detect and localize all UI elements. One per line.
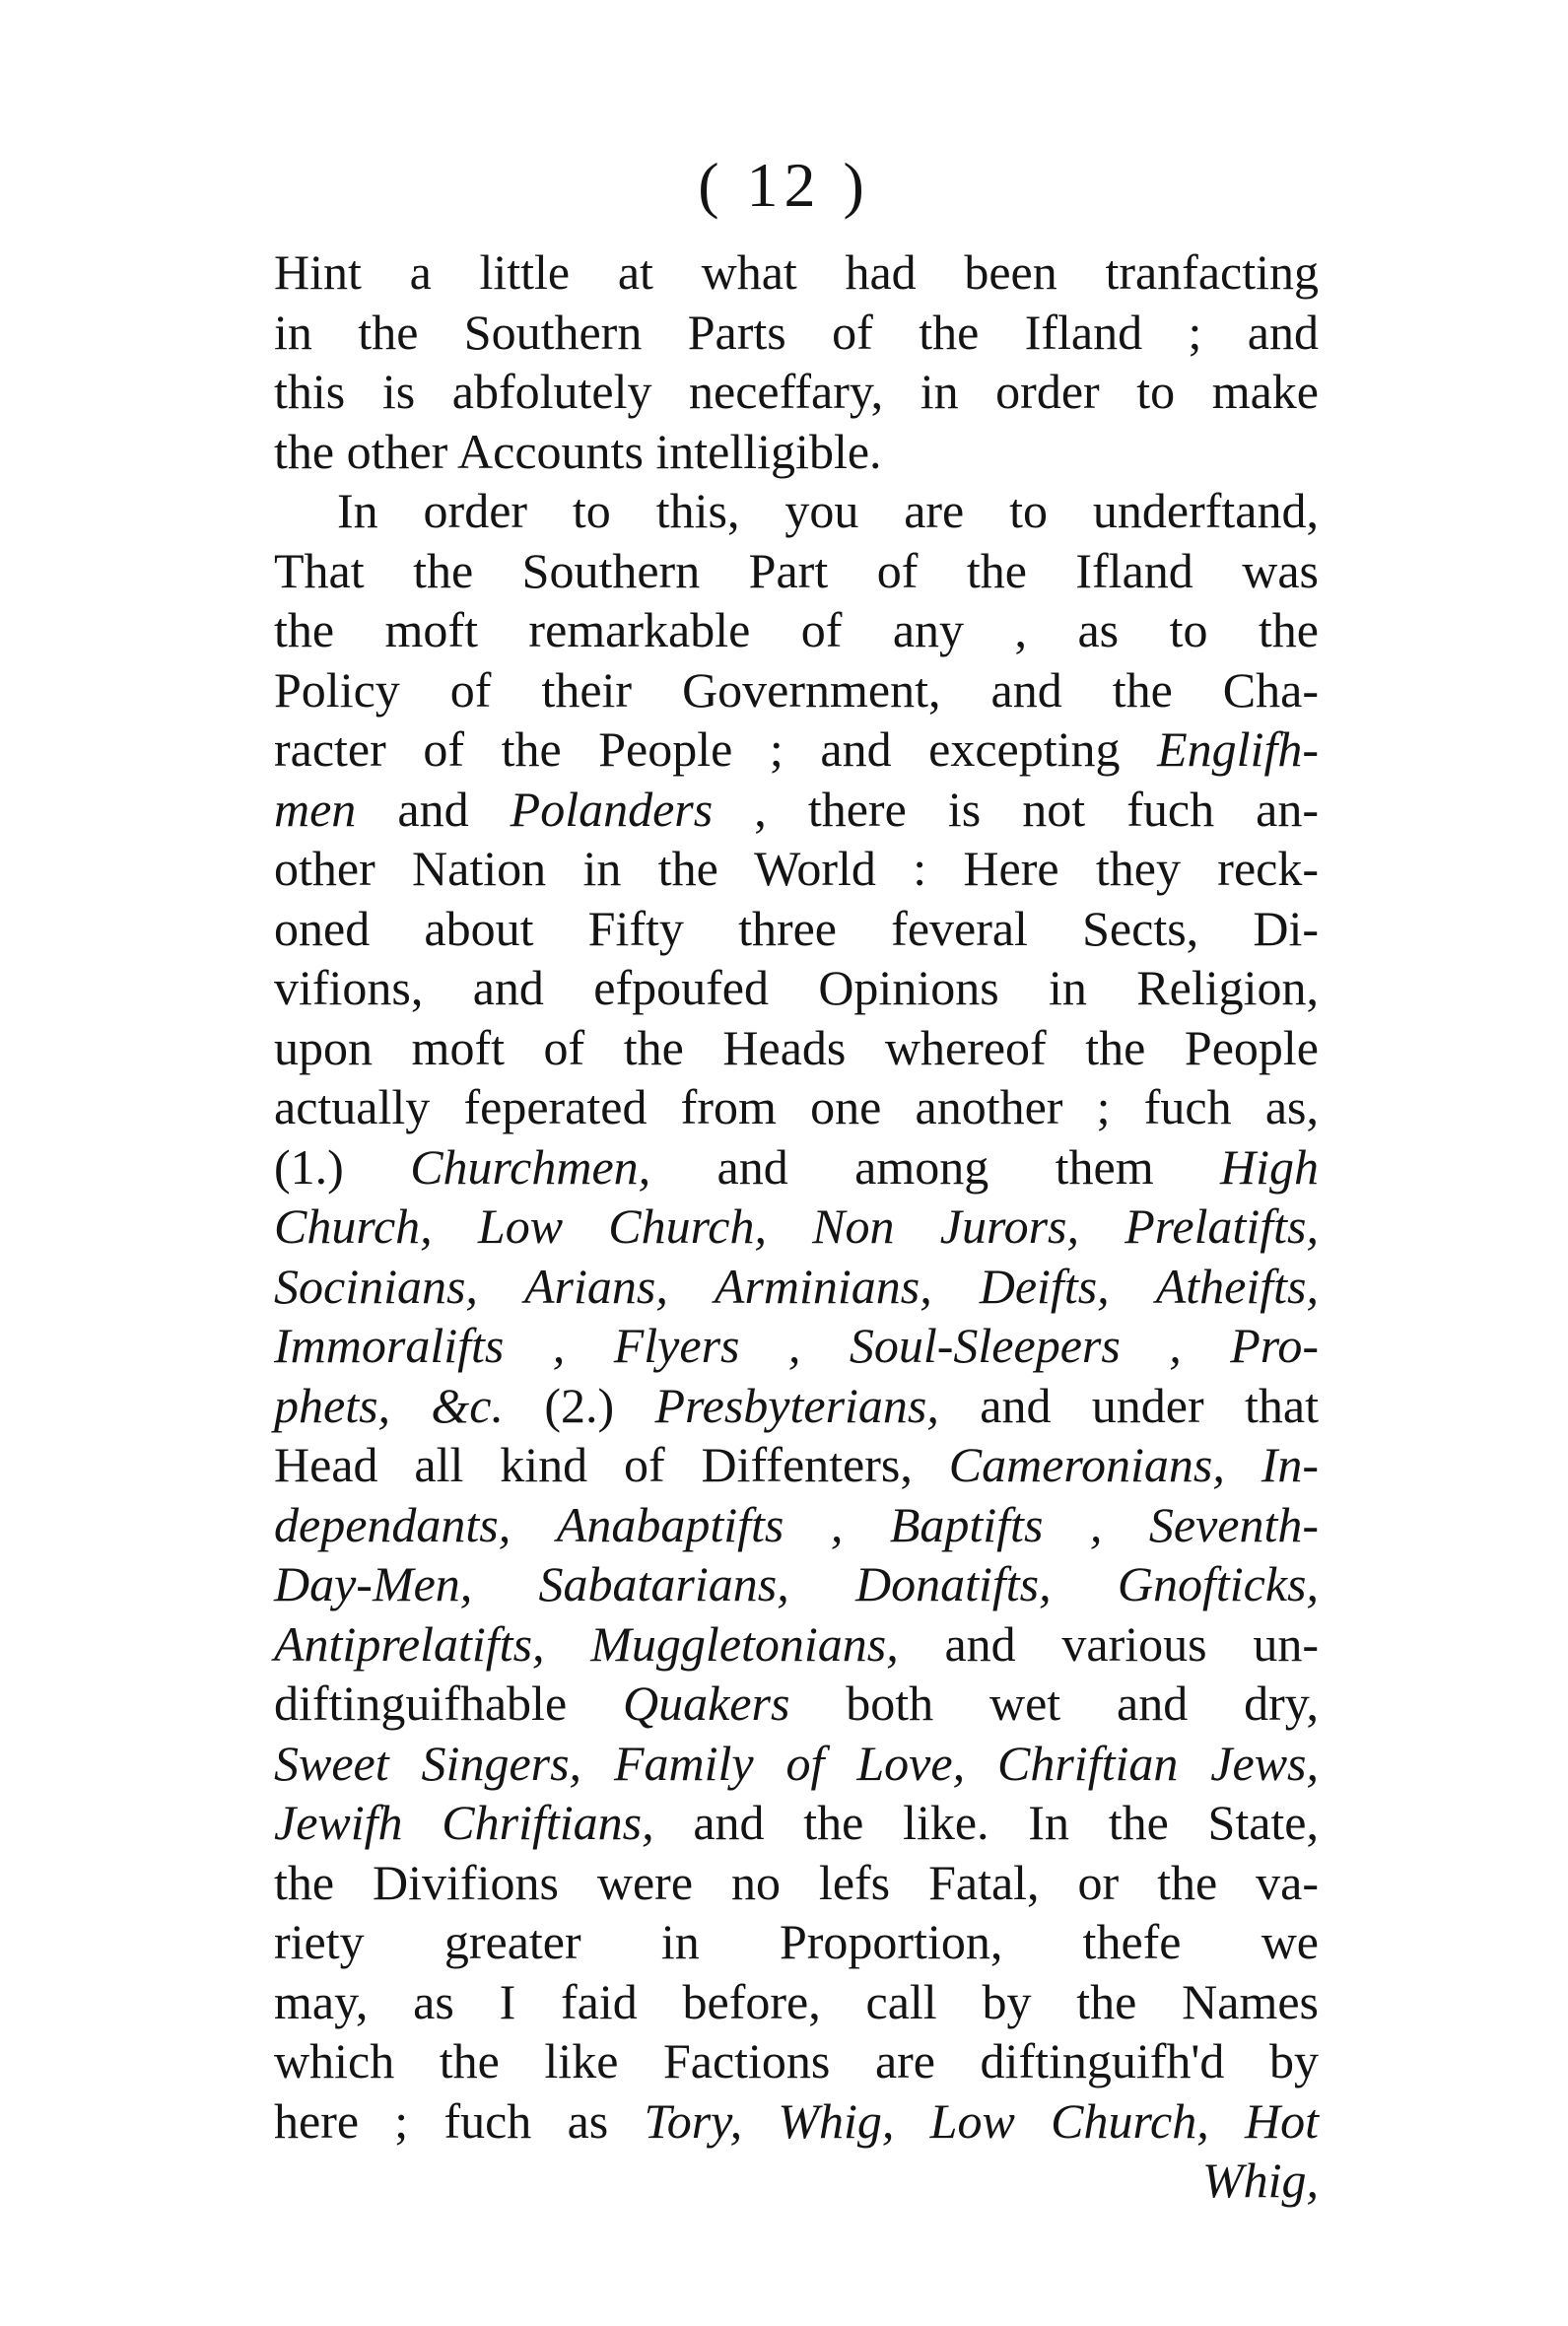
italic-run: Immoralifts , Flyers , Soul-Sleepers , Pro- [274, 1318, 1319, 1373]
text-line [274, 1793, 1319, 1853]
body-text [274, 242, 1319, 2211]
text-run: the Divifions were no lefs Fatal, or the va- [274, 1854, 1319, 1910]
text-run: In order to this, you are to underftand, [337, 483, 1319, 538]
text-line [274, 899, 1319, 959]
text-line [274, 1853, 1319, 1913]
text-run: both wet and dry, [789, 1676, 1319, 1731]
text-run: (1.) [274, 1138, 411, 1195]
text-run: the other Accounts intelligible. [274, 423, 882, 479]
text-line [274, 958, 1319, 1018]
text-run: here ; fuch as [274, 2092, 645, 2149]
page-number: ( 12 ) [698, 150, 870, 220]
italic-run: men [274, 781, 357, 837]
text-line [274, 600, 1319, 660]
text-line [274, 719, 1319, 780]
text-line [274, 2031, 1319, 2091]
text-line [274, 362, 1319, 422]
text-run: this is abfolutely neceffary, in order to make [274, 364, 1319, 419]
italic-run: Day-Men, Sabatarians, Donatifts, Gnofticks, [274, 1556, 1319, 1611]
text-run: other Nation in the World : Here they reck- [274, 841, 1319, 896]
text-line [274, 1316, 1319, 1376]
text-line [274, 1912, 1319, 1972]
text-line [274, 1376, 1319, 1436]
italic-run: Church, Low Church, Non Jurors, Prelatifts, [274, 1198, 1319, 1254]
italic-run: Sweet Singers, Family of Love, Chriftian Jews, [274, 1735, 1319, 1791]
text-line [274, 541, 1319, 601]
text-run: and the like. In the State, [653, 1795, 1319, 1850]
text-line [274, 1972, 1319, 2032]
text-run: Policy of their Government, and the Cha- [274, 661, 1319, 718]
text-line [274, 303, 1319, 363]
text-line [274, 780, 1319, 840]
text-run: Head all kind of Diffenters, [274, 1437, 949, 1492]
text-run: which the like Factions are diftinguifh'd by [274, 2033, 1319, 2088]
italic-run: dependants, Anabaptifts , Baptifts , Seventh- [274, 1496, 1319, 1552]
text-line [274, 422, 1319, 482]
text-line [274, 1018, 1319, 1078]
text-run: and [356, 781, 511, 837]
text-line [274, 1197, 1319, 1257]
text-line [274, 2091, 1319, 2152]
text-run: may, as I faid before, call by the Names [274, 1973, 1319, 2029]
text-run: and under that [938, 1377, 1319, 1433]
text-line [274, 1554, 1319, 1614]
text-line [274, 1734, 1319, 1794]
italic-run: Socinians, Arians, Arminians, Deifts, Atheifts, [274, 1258, 1319, 1314]
italic-run: Jewifh Chriftians, [274, 1795, 654, 1850]
text-run: actually feperated from one another ; fuch as, [274, 1079, 1319, 1134]
text-line [274, 1257, 1319, 1317]
italic-run: Tory, Whig, Low Church, Hot [644, 2092, 1319, 2149]
text-run: Hint a little at what had been tranfacting [274, 244, 1319, 300]
paragraph-start-line [274, 481, 1319, 541]
italic-run: Cameronians, In- [948, 1437, 1320, 1492]
text-line [274, 1674, 1319, 1734]
text-line [274, 1495, 1319, 1555]
text-run: and among them [650, 1138, 1220, 1195]
text-run: diftinguifhable [274, 1676, 623, 1731]
text-run: oned about Fifty three feveral Sects, Di- [274, 900, 1319, 956]
italic-run: Presbyterians, [654, 1377, 939, 1433]
italic-run: Polanders [510, 781, 714, 837]
italic-run: Englifh- [1157, 721, 1319, 777]
text-run: in the Southern Parts of the Ifland ; and [274, 304, 1319, 360]
italic-run: High [1219, 1138, 1319, 1195]
text-line [274, 242, 1319, 303]
text-run: racter of the People ; and excepting [274, 721, 1158, 777]
italic-run: phets, &c. [274, 1377, 504, 1433]
text-run: riety greater in Proportion, thefe we [274, 1914, 1319, 1969]
text-run: , there is not fuch an- [713, 781, 1319, 837]
italic-run: Quakers [623, 1676, 790, 1731]
text-line [274, 1435, 1319, 1495]
italic-run: Churchmen, [410, 1138, 651, 1195]
text-run: vifions, and efpoufed Opinions in Religion, [274, 960, 1319, 1015]
text-run: That the Southern Part of the Ifland was [274, 542, 1319, 598]
text-line [274, 1137, 1319, 1197]
italic-run: Antiprelatifts, Muggletonians, [274, 1615, 899, 1672]
text-line [274, 1614, 1319, 1675]
text-line [274, 1077, 1319, 1137]
text-line [274, 839, 1319, 899]
text-line [274, 660, 1319, 720]
catchword: Whig, [1201, 2153, 1319, 2208]
text-run: (2.) [503, 1377, 655, 1433]
text-run: and various un- [898, 1615, 1319, 1672]
text-run: the moft remarkable of any , as to the [274, 602, 1319, 657]
text-run: upon moft of the Heads whereof the People [274, 1019, 1319, 1075]
